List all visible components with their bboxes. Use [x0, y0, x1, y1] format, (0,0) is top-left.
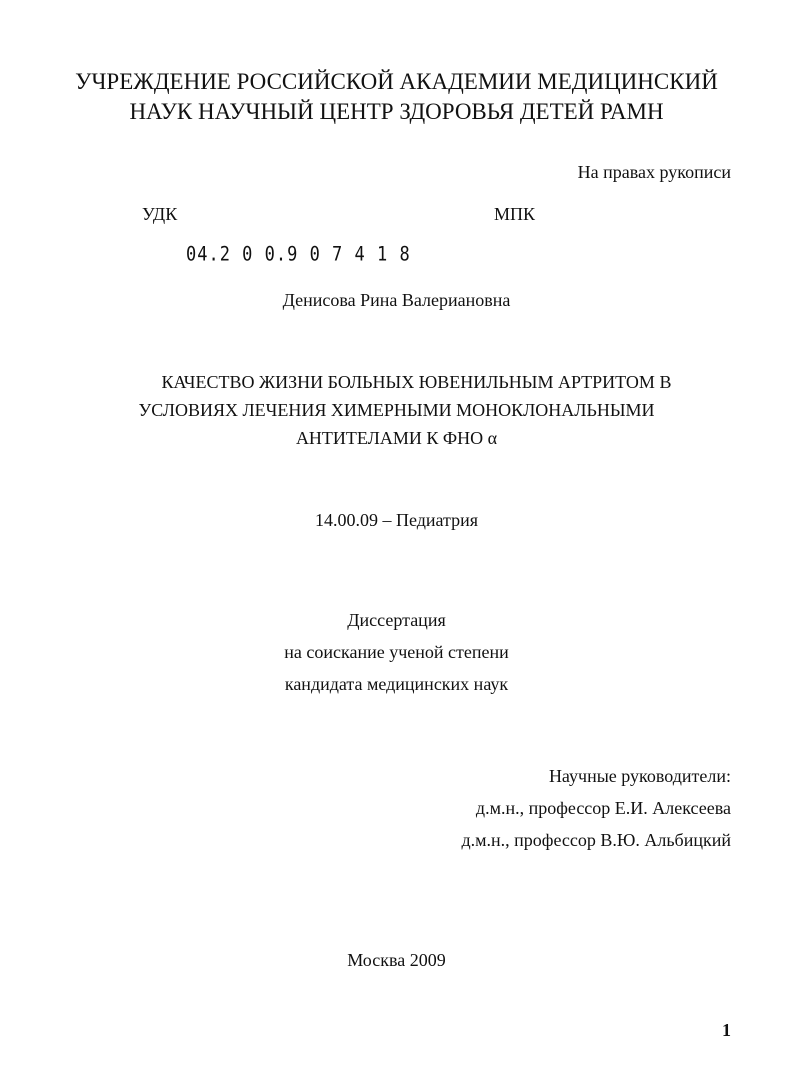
institution-line-2: НАУК НАУЧНЫЙ ЦЕНТР ЗДОРОВЬЯ ДЕТЕЙ РАМН	[129, 99, 664, 124]
supervisor-second: д.м.н., профессор В.Ю. Альбицкий	[461, 830, 731, 850]
supervisors-heading: Научные руководители:	[548, 766, 731, 786]
dissertation-line-1: Диссертация	[347, 610, 446, 630]
page-number: 1	[722, 1020, 731, 1040]
registration-number	[186, 243, 411, 266]
manuscript-rights: На правах рукописи	[577, 162, 731, 182]
title-line-3: АНТИТЕЛАМИ К ФНО α	[295, 428, 498, 448]
author-name: Денисова Рина Валериановна	[282, 290, 511, 310]
institution-name	[0, 67, 793, 127]
registration-number-text: 04.2 0 0.9 0 7 4 1 8	[186, 243, 411, 266]
city-year: Москва 2009	[347, 950, 446, 970]
title-line-1: КАЧЕСТВО ЖИЗНИ БОЛЬНЫХ ЮВЕНИЛЬНЫМ АРТРИТОМ В	[161, 372, 672, 392]
specialty-code: 14.00.09 – Педиатрия	[314, 510, 479, 530]
title-line-2: УСЛОВИЯХ ЛЕЧЕНИЯ ХИМЕРНЫМИ МОНОКЛОНАЛЬНЫМИ	[138, 400, 655, 420]
dissertation-line-3: кандидата медицинских наук	[284, 674, 509, 694]
supervisor-first: д.м.н., профессор Е.И. Алексеева	[475, 798, 731, 818]
dissertation-title	[0, 368, 793, 452]
dissertation-type	[0, 604, 793, 700]
mpk-label: МПК	[494, 204, 536, 224]
dissertation-line-2: на соискание ученой степени	[284, 642, 509, 662]
institution-line-1: УЧРЕЖДЕНИЕ РОССИЙСКОЙ АКАДЕМИИ МЕДИЦИНСКИЙ	[75, 69, 718, 94]
supervisors-block	[461, 760, 731, 856]
udk-label: УДК	[142, 204, 178, 224]
